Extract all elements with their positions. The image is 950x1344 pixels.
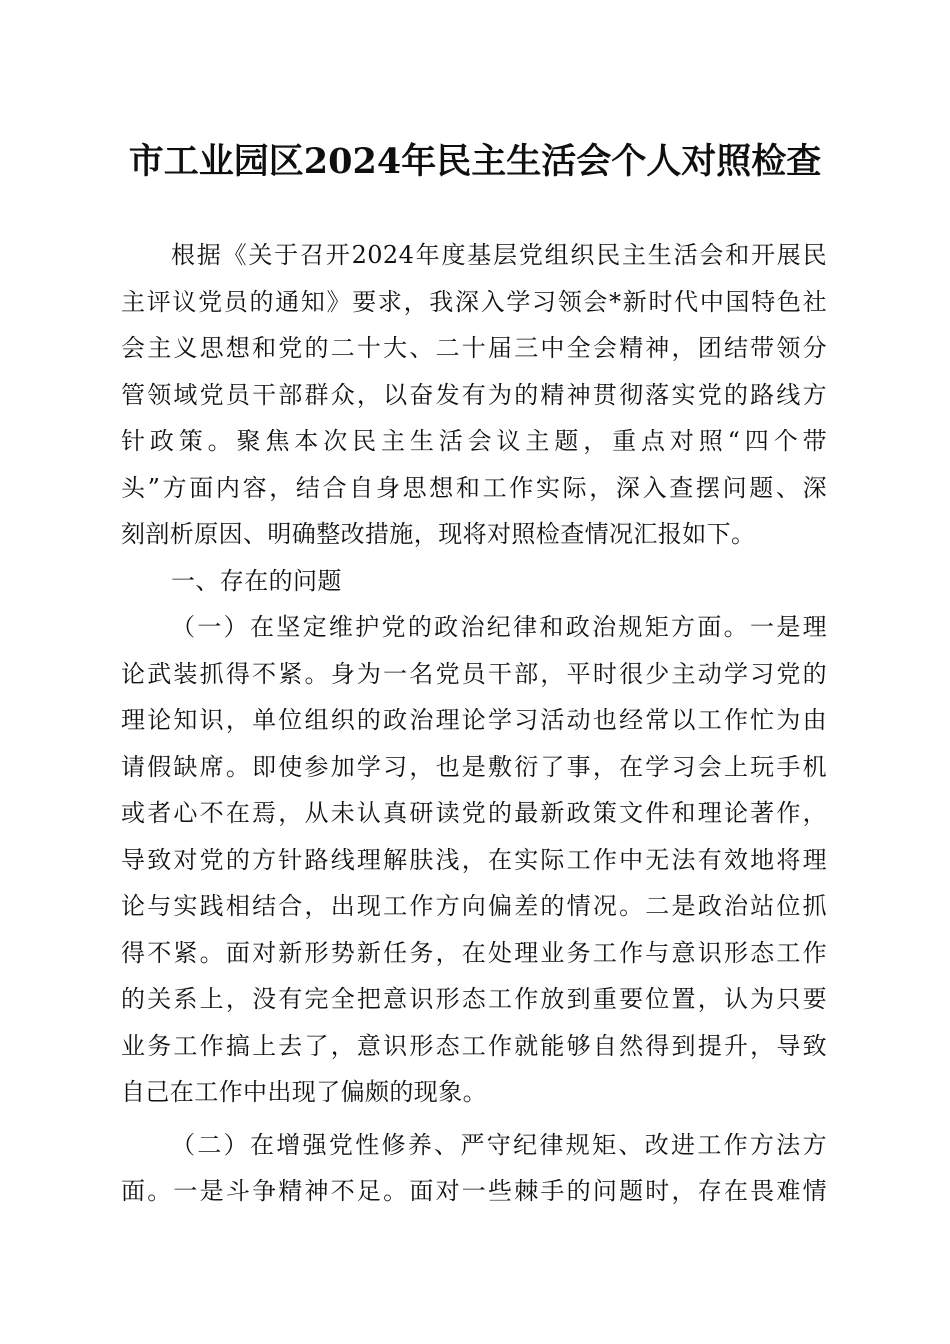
paragraph-line: 会主义思想和党的二十大、二十届三中全会精神，团结带领分 — [121, 334, 827, 362]
paragraph-line: 论与实践相结合，出现工作方向偏差的情况。二是政治站位抓 — [121, 892, 827, 920]
paragraph-line: 得不紧。面对新形势新任务，在处理业务工作与意识形态工作 — [121, 938, 827, 967]
paragraph-line: （二）在增强党性修养、严守纪律规矩、改进工作方法方 — [171, 1130, 827, 1159]
paragraph-line: 自己在工作中出现了偏颇的现象。 — [121, 1078, 487, 1106]
paragraph-line: 面。一是斗争精神不足。面对一些棘手的问题时，存在畏难情 — [121, 1177, 827, 1205]
part-one-paragraph — [121, 604, 827, 1116]
paragraph-line: 导致对党的方针路线理解肤浅，在实际工作中无法有效地将理 — [121, 845, 827, 874]
part-two-paragraph — [121, 1122, 827, 1215]
document-body — [121, 232, 827, 1215]
document-title: 市工业园区2024年民主生活会个人对照检查 — [128, 141, 822, 182]
paragraph-line: 理论知识，单位组织的政治理论学习活动也经常以工作忙为由 — [121, 706, 827, 734]
paragraph-line: 管领域党员干部群众，以奋发有为的精神贯彻落实党的路线方 — [121, 380, 827, 409]
paragraph-line: 主评议党员的通知》要求，我深入学习领会*新时代中国特色社 — [121, 287, 827, 316]
intro-paragraph — [121, 232, 827, 558]
paragraph-line: （一）在坚定维护党的政治纪律和政治规矩方面。一是理 — [171, 613, 827, 641]
paragraph-line: 刻剖析原因、明确整改措施，现将对照检查情况汇报如下。 — [121, 520, 756, 548]
paragraph-line: 针政策。聚焦本次民主生活会议主题，重点对照“四个带 — [121, 427, 827, 455]
paragraph-line: 头”方面内容，结合自身思想和工作实际，深入查摆问题、深 — [121, 473, 827, 502]
paragraph-line: 或者心不在焉，从未认真研读党的最新政策文件和理论著作， — [121, 799, 827, 827]
paragraph-line: 的关系上，没有完全把意识形态工作放到重要位置，认为只要 — [121, 985, 827, 1013]
paragraph-line: 根据《关于召开2024年度基层党组织民主生活会和开展民 — [171, 241, 827, 269]
paragraph-line: 论武装抓得不紧。身为一名党员干部，平时很少主动学习党的 — [121, 659, 827, 688]
paragraph-line: 请假缺席。即使参加学习，也是敷衍了事，在学习会上玩手机 — [121, 752, 827, 781]
section-heading: 一、存在的问题 — [171, 566, 342, 595]
paragraph-line: 业务工作搞上去了，意识形态工作就能够自然得到提升，导致 — [121, 1031, 827, 1060]
